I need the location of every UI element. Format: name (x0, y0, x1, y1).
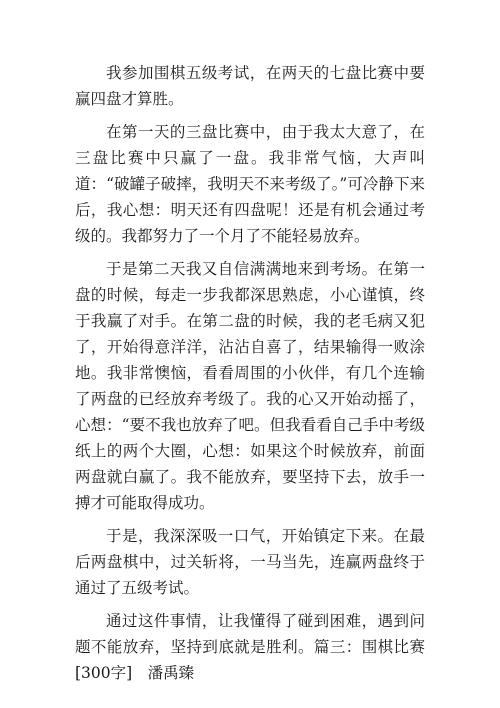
paragraph-2: 在第一天的三盘比赛中，由于我太大意了，在三盘比赛中只赢了一盘。我非常气恼，大声叫道：“破罐子破摔，我明天不来考级了。”可冷静下来后，我心想：明天还有四盘呢！还是有机会通过考级的。我都努力了一个月了不能轻易放弃。 (75, 123, 425, 245)
paragraph-1: 我参加围棋五级考试，在两天的七盘比赛中要赢四盘才算胜。 (75, 64, 425, 108)
paragraph-4: 于是，我深深吸一口气，开始镇定下来。在最后两盘棋中，过关斩将，一马当先，连赢两盘终于通过了五级考试。 (75, 527, 425, 597)
paragraph-3: 于是第二天我又自信满满地来到考场。在第一盘的时候，每走一步我都深思熟虑，小心谨慎，终于我赢了对手。在第二盘的时候，我的老毛病又犯了，开始得意洋洋，沾沾自喜了，结果输得一败涂地。我非常懊恼，看看周围的小伙伴，有几个连输了两盘的已经放弃考级了。我的心又开始动摇了，心想：“要不我也放弃了吧。但我看看自己手中考级纸上的两个大圈，心想：如果这个时候放弃，前面两盘就白赢了。我不能放弃，要坚持下去，放手一搏才可能取得成功。 (75, 260, 425, 512)
document-body (75, 60, 425, 693)
paragraph-5: 通过这件事情，让我懂得了碰到困难，遇到问题不能放弃，坚持到底就是胜利。篇三：围棋比赛[300字] 潘禹臻 (75, 612, 425, 682)
